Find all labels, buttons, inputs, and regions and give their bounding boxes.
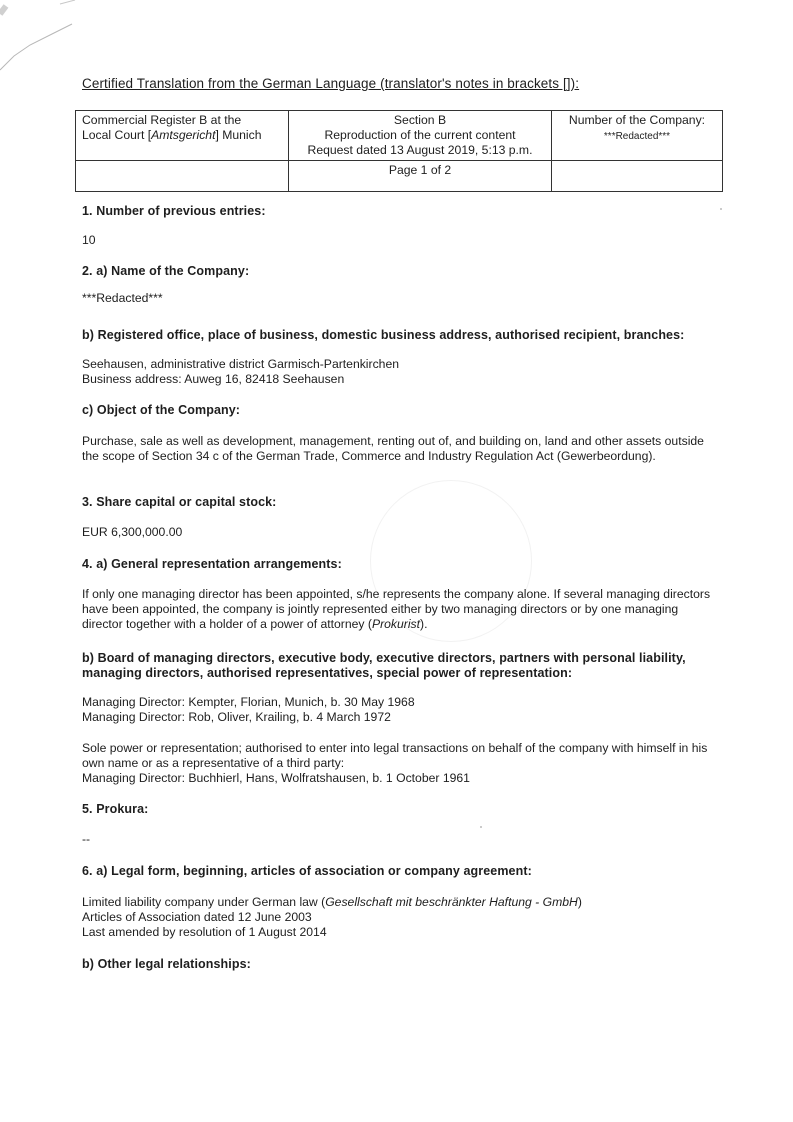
section-2a-value: ***Redacted*** (82, 291, 163, 305)
staple-mark-icon (0, 0, 80, 80)
section-4a-text-em: Prokurist (371, 617, 421, 631)
section-5-value: -- (82, 832, 91, 846)
empty-cell-left (76, 161, 289, 192)
section-6a-line1 (82, 895, 582, 910)
register-court-cell (76, 111, 289, 161)
reproduction-label: Reproduction of the current content (324, 128, 516, 142)
request-date-label: Request dated 13 August 2019, 5:13 p.m. (307, 143, 533, 157)
scan-speck (480, 826, 482, 828)
section-5-heading: 5. Prokura: (82, 802, 149, 816)
section-1-value: 10 (82, 233, 96, 247)
section-2c-text: Purchase, sale as well as development, management, renting out of, and building on, land and other assets outside the scope of Section 34 c of the German Trade, Commerce and Industry Regulation Act (Gewerbeordung). (82, 434, 704, 463)
section-6a-line3: Last amended by resolution of 1 August 2014 (82, 925, 327, 939)
register-header-table (75, 110, 723, 192)
section-6a-heading: 6. a) Legal form, beginning, articles of association or company agreement: (82, 864, 532, 878)
section-2b-heading: b) Registered office, place of business, domestic business address, authorised recipient, branches: (82, 328, 685, 342)
section-4b-paragraph: Sole power or representation; authorised to enter into legal transactions on behalf of the company with himself in his own name or as a representative of a third party: (82, 741, 708, 770)
document-title: Certified Translation from the German Language (translator's notes in brackets []): (82, 76, 580, 91)
company-number-label: Number of the Company: (568, 113, 706, 127)
section-4b-line1: Managing Director: Kempter, Florian, Munich, b. 30 May 1968 (82, 695, 415, 709)
company-number-cell (552, 111, 723, 161)
section-6a-line2: Articles of Association dated 12 June 2003 (82, 910, 312, 924)
section-2c-heading: c) Object of the Company: (82, 403, 241, 417)
company-number-value: ***Redacted*** (603, 131, 671, 142)
section-4b-heading: b) Board of managing directors, executive body, executive directors, partners with personal liability, managing directors, authorised representatives, special power of representation: (82, 651, 686, 680)
section-4a-text (82, 587, 722, 632)
section-3-value: EUR 6,300,000.00 (82, 525, 183, 539)
register-court-line1: Commercial Register B at the (82, 113, 242, 127)
section-2a-heading: 2. a) Name of the Company: (82, 264, 250, 278)
section-label: Section B (393, 113, 447, 127)
section-6a-line1-pre: Limited liability company under German law ( (82, 895, 326, 909)
section-4a-text-post: ). (420, 617, 428, 631)
register-court-line2-pre: Local Court [ (82, 128, 152, 142)
section-4b-line3: Managing Director: Buchhierl, Hans, Wolfratshausen, b. 1 October 1961 (82, 771, 470, 785)
register-court-line2-post: ] Munich (215, 128, 262, 142)
section-2b-line1: Seehausen, administrative district Garmisch-Partenkirchen (82, 357, 400, 371)
section-4b-line2: Managing Director: Rob, Oliver, Krailing, b. 4 March 1972 (82, 710, 391, 724)
section-cell (289, 111, 552, 161)
section-2b-line2: Business address: Auweg 16, 82418 Seehausen (82, 372, 345, 386)
register-court-line2-em: Amtsgericht (151, 128, 216, 142)
page-number-cell (289, 161, 552, 192)
section-6a-line1-em: Gesellschaft mit beschränkter Haftung - GmbH (325, 895, 578, 909)
section-4a-heading: 4. a) General representation arrangements: (82, 557, 342, 571)
empty-cell-right (552, 161, 723, 192)
section-6b-heading: b) Other legal relationships: (82, 957, 251, 971)
section-1-heading: 1. Number of previous entries: (82, 204, 266, 218)
section-4a-text-pre: If only one managing director has been appointed, s/he represents the company alone. If several managing directors have been appointed, the company is jointly represented either by two managing directors or by one managing director together with a holder of a power of attorney ( (82, 587, 711, 631)
page-number-label: Page 1 of 2 (388, 163, 452, 177)
scan-speck (720, 208, 722, 210)
section-3-heading: 3. Share capital or capital stock: (82, 495, 277, 509)
section-6a-line1-post: ) (577, 895, 582, 909)
